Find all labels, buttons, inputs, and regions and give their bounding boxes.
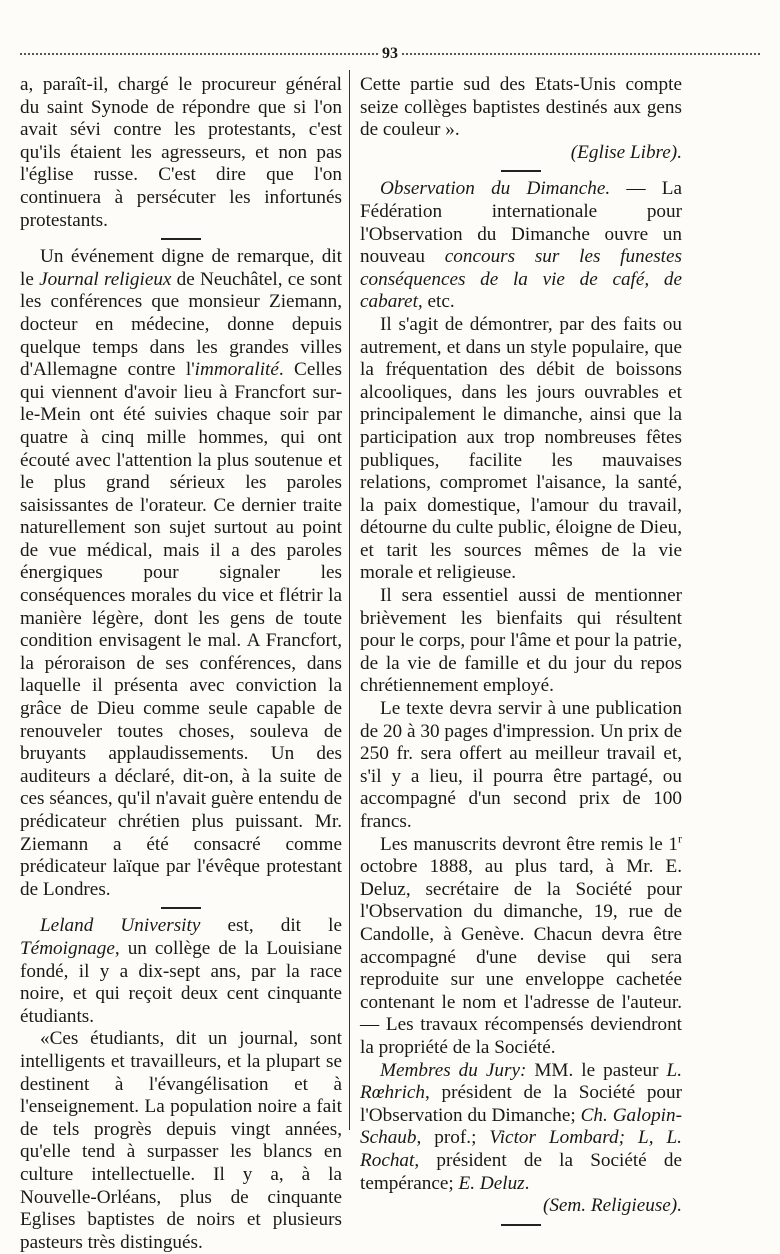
paragraph-students: «Ces étudiants, dit un journal, sont intelligents et travailleurs, et la plupart se destinent à l'évangélisation et à l'enseignement. La population noire a fait de tels progrès depuis vingt années, qu'elle tend à surpasser les blancs en culture intellectuelle. Il y a, à la Nouvelle-Orléans, plus de cinquante Eglises baptistes de noirs et plusieurs pasteurs très distingués. — [20, 1028, 342, 1253]
paragraph-demontrer: Il s'agit de démontrer, par des faits ou autrement, et dans un style populaire, que la fréquentation des débit de boissons alcooliques, dans les jours ouvrables et principalement le dimanche, ainsi que la participation aux trop nombreuses fêtes publiques, facilite les mauvaises relations, compromet l'aisance, la santé, la paix domestique, l'amour du travail, détourne du culte public, éloigne de Dieu, et tarit les sources mêmes de la vie morale et religieuse. — [360, 313, 682, 584]
source-semaine-religieuse: (Sem. Religieuse). — [542, 1195, 682, 1217]
paragraph-jury: Membres du Jury: MM. le pasteur L. Rœhrich, président de la Société pour l'Observation du Dimanche; Ch. Galopin-Schaub, prof.; Victor Lombard; L, L. Rochat, président de la Société de tempérance; E. Deluz. — [360, 1059, 682, 1194]
article-title: Observation du Dimanche. — [380, 178, 611, 200]
journal-title: Journal religieux — [39, 268, 172, 290]
source-eglise-libre: (Eglise Libre). — [570, 141, 682, 163]
paragraph-bienfaits: Il sera essentiel aussi de mentionner brièvement les bienfaits qui résultent pour le corps, pour l'âme et pour la patrie, de la vie de famille et du jour du repos chrétiennement employé. — [360, 585, 682, 697]
paragraph-dimanche: Observation du Dimanche. — La Fédération internationale pour l'Observation du Dimanche ouvre un nouveau concours sur les funestes conséquences de la vie de café, de cabaret, etc. — [360, 178, 682, 313]
paragraph-russia: a, paraît-il, chargé le procureur général du saint Synode de répondre que si l'on avait sévi contre les protestants, c'est qu'ils étaient les agresseurs, et non pas l'église russe. C'est dire que l'on continuera à persécuter les infortunés protestants. — [20, 74, 342, 231]
column-divider — [349, 70, 350, 1130]
left-column — [20, 74, 342, 1254]
paragraph-manuscrits: Les manuscrits devront être remis le 1$^r$ octobre 1888, au plus tard, à Mr. E. Deluz, secrétaire de la Société pour l'Observation du dimanche, 19, rue de Candolle, à Genève. Chacun devra être accompagné d'une devise qui sera reproduite sur une enveloppe cachetée contenant le nom et l'adresse de l'auteur. — Les travaux récompensés deviendront la propriété de la Société. — [360, 831, 682, 1058]
header-rule-right — [402, 53, 760, 55]
right-column — [360, 74, 682, 1232]
paragraph-leland: Leland University est, dit le Témoignage, un collège de la Louisiane fondé, il y a dix-sept ans, par la race noire, et qui reçoit deux cent cinquante étudiants. — [20, 915, 342, 1027]
article-separator — [161, 238, 201, 240]
page-number: 93 — [382, 45, 398, 62]
paragraph-colleges: Cette partie sud des Etats-Unis compte seize collèges baptistes destinés aux gens de couleur ». — [360, 74, 682, 141]
header-rule-left — [20, 53, 378, 55]
page-header — [20, 44, 760, 64]
article-separator — [501, 170, 541, 172]
paragraph-ziemann: Un événement digne de remarque, dit le Journal religieux de Neuchâtel, ce sont les conférences que monsieur Ziemann, docteur en médecine, donne depuis quelque temps dans les grandes villes d'Allemagne contre l'immoralité. Celles qui viennent d'avoir lieu à Francfort sur-le-Mein ont été suivies chaque soir par quatre à cinq mille hommes, qui ont écouté avec l'attention la plus soutenue et le plus grand sérieux les paroles saisissantes de l'orateur. Ce dernier traite naturellement son sujet surtout au point de vue médical, mais il a des paroles énergiques pour signaler les conséquences morales du vice et flétrir la manière légère, dont les gens de toute condition envisagent le mal. A Francfort, la péroraison de ses conférences, dans laquelle il présenta avec conviction la grâce de Dieu comme seule capable de renouveler toutes choses, souleva de bruyants applaudissements. Un des auditeurs a déclaré, dit-on, à la suite de ces séances, qu'il n'avait guère entendu de prédicateur chrétien plus puissant. Mr. Ziemann a été consacré comme prédicateur laïque par l'évêque protestant de Londres. — [20, 246, 342, 900]
article-separator — [161, 907, 201, 909]
article-separator — [501, 1224, 541, 1226]
paragraph-prix: Le texte devra servir à une publication de 20 à 30 pages d'impression. Un prix de 250 fr. sera offert au meilleur travail et, s'il y a lieu, il pourra être partagé, ou accompagné d'un second prix de 100 francs. — [360, 698, 682, 832]
